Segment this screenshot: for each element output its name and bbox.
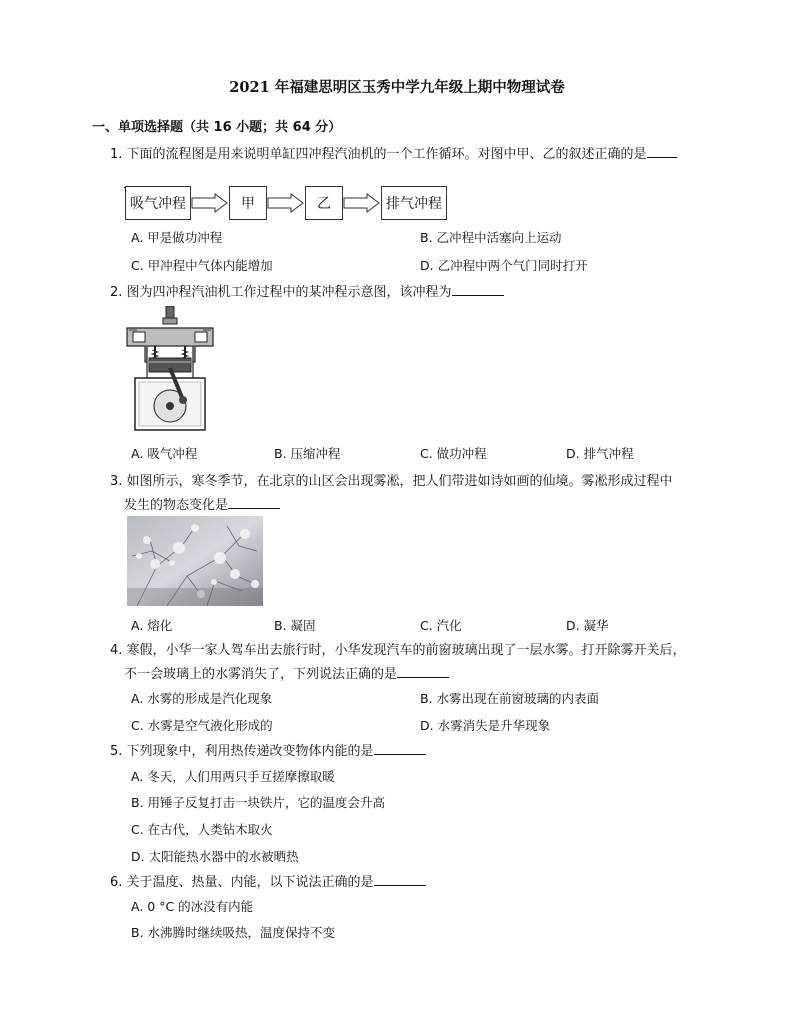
option-d[interactable]: D. 排气冲程 <box>566 446 634 461</box>
engine-diagram <box>125 306 215 434</box>
question-6-text: 6. 关于温度、热量、内能，以下说法正确的是 <box>110 875 374 890</box>
answer-blank <box>374 742 426 755</box>
question-6 <box>110 873 426 892</box>
option-b[interactable]: B. 凝固 <box>274 618 316 633</box>
option-b[interactable]: B. 压缩冲程 <box>274 446 341 461</box>
option-a[interactable]: A. 熔化 <box>131 618 173 633</box>
question-4-text: 不一会玻璃上的水雾消失了，下列说法正确的是 <box>124 667 398 682</box>
flow-box-intake: 吸气冲程 <box>125 186 191 220</box>
section-heading: 一、单项选择题（共 16 小题；共 64 分） <box>92 120 342 135</box>
option-a[interactable]: A. 吸气冲程 <box>131 446 198 461</box>
option-d[interactable]: D. 太阳能热水器中的水被晒热 <box>131 849 299 864</box>
flow-box-yi: 乙 <box>305 186 343 220</box>
option-a[interactable]: A. 甲是做功冲程 <box>131 230 223 245</box>
option-d[interactable]: D. 乙冲程中两个气门同时打开 <box>420 258 588 273</box>
option-a[interactable]: A. 水雾的形成是汽化现象 <box>131 691 273 706</box>
answer-blank <box>374 873 426 886</box>
flow-box-jia: 甲 <box>229 186 267 220</box>
question-1-text: 1. 下面的流程图是用来说明单缸四冲程汽油机的一个工作循环。对图中甲、乙的叙述正确的是 <box>110 147 647 162</box>
flow-arrow-icon <box>343 193 381 213</box>
question-5 <box>110 742 426 761</box>
flow-box-exhaust: 排气冲程 <box>381 186 447 220</box>
option-b[interactable]: B. 乙冲程中活塞向上运动 <box>420 230 562 245</box>
option-d[interactable]: D. 凝华 <box>566 618 609 633</box>
answer-blank <box>452 283 504 296</box>
option-c[interactable]: C. 做功冲程 <box>420 446 487 461</box>
option-d[interactable]: D. 水雾消失是升华现象 <box>420 718 551 733</box>
option-b[interactable]: B. 水沸腾时继续吸热，温度保持不变 <box>131 925 336 940</box>
question-4-line-1: 4. 寒假，小华一家人驾车出去旅行时，小华发现汽车的前窗玻璃出现了一层水雾。打开除雾开关后， <box>110 643 686 658</box>
answer-blank <box>397 665 449 678</box>
question-2-text: 2. 图为四冲程汽油机工作过程中的某冲程示意图，该冲程为 <box>110 285 452 300</box>
question-1 <box>110 145 677 164</box>
answer-blank <box>647 145 677 158</box>
answer-blank <box>228 496 280 509</box>
option-a[interactable]: A. 0 °C 的冰没有内能 <box>131 899 254 914</box>
rime-photo <box>127 516 263 606</box>
option-c[interactable]: C. 甲冲程中气体内能增加 <box>131 258 273 273</box>
question-3-line-2 <box>124 496 280 515</box>
option-c[interactable]: C. 水雾是空气液化形成的 <box>131 718 273 733</box>
question-5-text: 5. 下列现象中，利用热传递改变物体内能的是 <box>110 744 374 759</box>
option-b[interactable]: B. 用锤子反复打击一块铁片，它的温度会升高 <box>131 795 386 810</box>
flow-arrow-icon <box>191 193 229 213</box>
question-4-line-2 <box>124 665 449 684</box>
option-a[interactable]: A. 冬天，人们用两只手互搓摩擦取暖 <box>131 769 335 784</box>
question-3-line-1: 3. 如图所示，寒冬季节，在北京的山区会出现雾凇，把人们带进如诗如画的仙境。雾凇形成过程中 <box>110 474 673 489</box>
option-c[interactable]: C. 在古代，人类钻木取火 <box>131 822 273 837</box>
option-c[interactable]: C. 汽化 <box>420 618 462 633</box>
question-3-text: 发生的物态变化是 <box>124 498 229 513</box>
page-title: 2021 年福建思明区玉秀中学九年级上期中物理试卷 <box>229 79 565 96</box>
question-2 <box>110 283 504 302</box>
flow-arrow-icon <box>267 193 305 213</box>
option-b[interactable]: B. 水雾出现在前窗玻璃的内表面 <box>420 691 600 706</box>
